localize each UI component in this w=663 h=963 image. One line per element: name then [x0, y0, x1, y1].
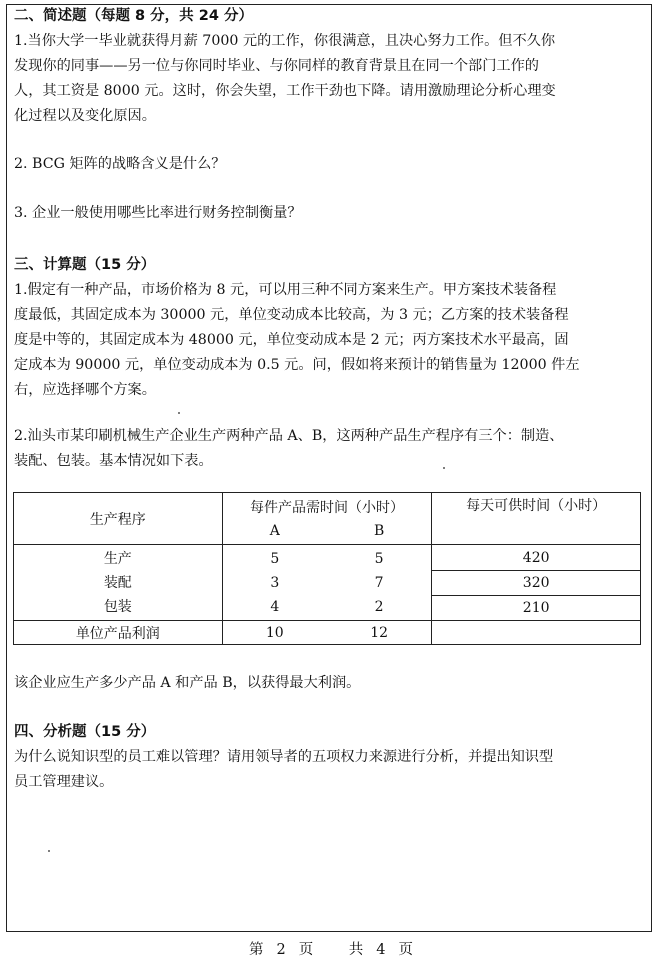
section-3 [14, 253, 636, 403]
process-name: 装配 [103, 574, 132, 591]
cell-value: 7 [374, 574, 384, 591]
question-3-2-ask: 该企业应生产多少产品 A 和产品 B，以获得最大利润。 [14, 675, 361, 691]
question-line: 发现你的同事——另一位与你同时毕业、与你同样的教育背景且在同一个部门工作的 [14, 58, 539, 74]
cell-value: 5 [270, 550, 280, 567]
cell-value: 5 [374, 550, 384, 567]
product-a-values [222, 545, 327, 621]
question-line: 度是中等的，其固定成本为 48000 元，单位变动成本是 2 元；丙方案技术水平最高，固 [14, 332, 569, 348]
available-values [432, 545, 641, 621]
cell-value: 320 [432, 571, 640, 596]
question-line: 1.当你大学一毕业就获得月薪 7000 元的工作，你很满意，且决心努力工作。但不久你 [14, 33, 556, 49]
product-b-values [327, 545, 432, 621]
question-2-2: 2. BCG 矩阵的战略含义是什么？ [14, 156, 226, 172]
question-3-2 [14, 424, 636, 474]
header-product-b: B [373, 522, 385, 539]
question-line: 度最低，其固定成本为 30000 元，单位变动成本比较高，为 3 元；乙方案的技术装备程 [14, 307, 569, 323]
cell-value: 3 [270, 574, 280, 591]
question-line: 右，应选择哪个方案。 [14, 382, 156, 398]
question-2-1 [14, 29, 636, 129]
profit-available [432, 621, 641, 645]
scan-speck [178, 412, 180, 414]
question-line: 化过程以及变化原因。 [14, 108, 156, 124]
header-available-time: 每天可供时间（小时） [432, 493, 641, 545]
table-row-profit [14, 621, 641, 645]
footer-page-unit: 页 [298, 942, 315, 958]
process-name: 包装 [103, 598, 132, 615]
header-product-a: A [269, 522, 280, 539]
question-line: 定成本为 90000 元，单位变动成本为 0.5 元。问，假如将来预计的销售量为 12000 件左 [14, 357, 580, 373]
question-4-1 [14, 745, 636, 795]
header-sub-columns [223, 520, 432, 542]
footer-page-number: 2 [276, 942, 287, 958]
question-line: 1.假定有一种产品，市场价格为 8 元，可以用三种不同方案来生产。甲方案技术装备程 [14, 282, 557, 298]
section-4 [14, 720, 636, 795]
process-names [14, 545, 223, 621]
question-3-1 [14, 278, 636, 403]
section-2-heading: 二、简述题（每题 8 分，共 24 分） [14, 8, 253, 24]
profit-label: 单位产品利润 [14, 621, 223, 645]
profit-a: 10 [222, 621, 327, 645]
cell-value: 210 [522, 599, 550, 616]
header-time-per-unit [222, 493, 432, 545]
footer-total-unit: 页 [398, 942, 414, 958]
header-process: 生产程序 [14, 493, 223, 545]
question-2-3: 3. 企业一般使用哪些比率进行财务控制衡量？ [14, 205, 302, 221]
section-2 [14, 4, 636, 129]
section-4-heading: 四、分析题（15 分） [14, 724, 156, 740]
footer-total-label: 共 [348, 942, 365, 958]
cell-value: 420 [432, 546, 640, 571]
section-3-heading: 三、计算题（15 分） [14, 257, 156, 273]
question-line: 为什么说知识型的员工难以管理？请用领导者的五项权力来源进行分析，并提出知识型 [14, 749, 554, 765]
scan-speck [443, 467, 445, 469]
question-line: 员工管理建议。 [14, 774, 114, 790]
question-line: 人，其工资是 8000 元。这时，你会失望，工作干劲也下降。请用激励理论分析心理变 [14, 83, 556, 99]
table-row [14, 545, 641, 621]
scan-speck [48, 850, 50, 852]
question-line: 装配、包装。基本情况如下表。 [14, 453, 213, 469]
process-name: 生产 [103, 550, 132, 567]
question-line: 2.汕头市某印刷机械生产企业生产两种产品 A、B，这两种产品生产程序有三个：制造、 [14, 428, 564, 444]
footer-total-number: 4 [376, 942, 387, 958]
profit-b: 12 [327, 621, 432, 645]
header-time-per-unit-label: 每件产品需时间（小时） [249, 499, 404, 516]
cell-value: 4 [270, 598, 280, 615]
production-table [13, 492, 641, 645]
footer-page-label: 第 [249, 942, 265, 958]
cell-value: 2 [374, 598, 384, 615]
page-footer [0, 938, 663, 959]
